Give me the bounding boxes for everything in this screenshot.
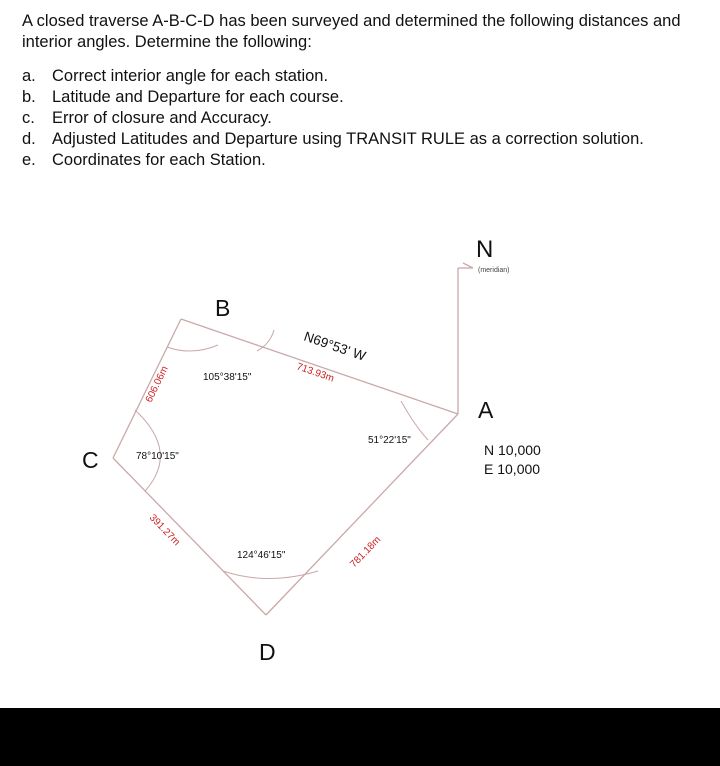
task-letter: b. <box>22 88 36 106</box>
problem-intro: A closed traverse A-B-C-D has been surveyed and determined the following distances and interior angles. Determine the following: <box>22 12 681 51</box>
angle-arc-d <box>223 571 318 579</box>
bottom-black-bar <box>0 708 720 766</box>
station-b-label: B <box>215 295 231 321</box>
course-line-bc <box>113 319 181 458</box>
meridian-arrow <box>463 263 473 268</box>
station-d-label: D <box>259 639 276 665</box>
station-c-label: C <box>82 447 99 473</box>
north-label: N <box>476 236 494 263</box>
course-bc-distance: 606.06m <box>143 364 171 405</box>
traverse-lines <box>113 263 473 615</box>
angle-arc-b <box>167 345 218 351</box>
course-ab-distance: 713.93m <box>295 361 336 385</box>
station-a-label: A <box>478 397 494 423</box>
task-text: Latitude and Departure for each course. <box>52 88 344 106</box>
angle-b-label: 105°38'15" <box>203 372 252 383</box>
coord-east: E 10,000 <box>484 461 541 477</box>
task-text: Adjusted Latitudes and Departure using TRANSIT RULE as a correction solution. <box>52 130 644 148</box>
course-line-da <box>266 414 458 615</box>
angle-c-label: 78°10'15" <box>136 451 179 462</box>
meridian-note: (meridian) <box>478 267 510 274</box>
task-text: Error of closure and Accuracy. <box>52 109 272 127</box>
task-text: Correct interior angle for each station. <box>52 67 329 85</box>
course-ab-bearing: N69°53' W <box>302 328 368 364</box>
course-da-distance: 781.18m <box>348 534 384 571</box>
angle-d-label: 124°46'15" <box>237 550 286 561</box>
course-line-cd <box>113 458 266 615</box>
coord-north: N 10,000 <box>484 442 541 458</box>
task-text: Coordinates for each Station. <box>52 151 266 169</box>
task-letter: d. <box>22 130 36 148</box>
course-cd-distance: 391.27m <box>146 512 182 549</box>
task-letter: a. <box>22 67 36 85</box>
task-letter: c. <box>22 109 35 127</box>
angle-a-label: 51°22'15" <box>368 435 411 446</box>
task-letter: e. <box>22 151 36 169</box>
